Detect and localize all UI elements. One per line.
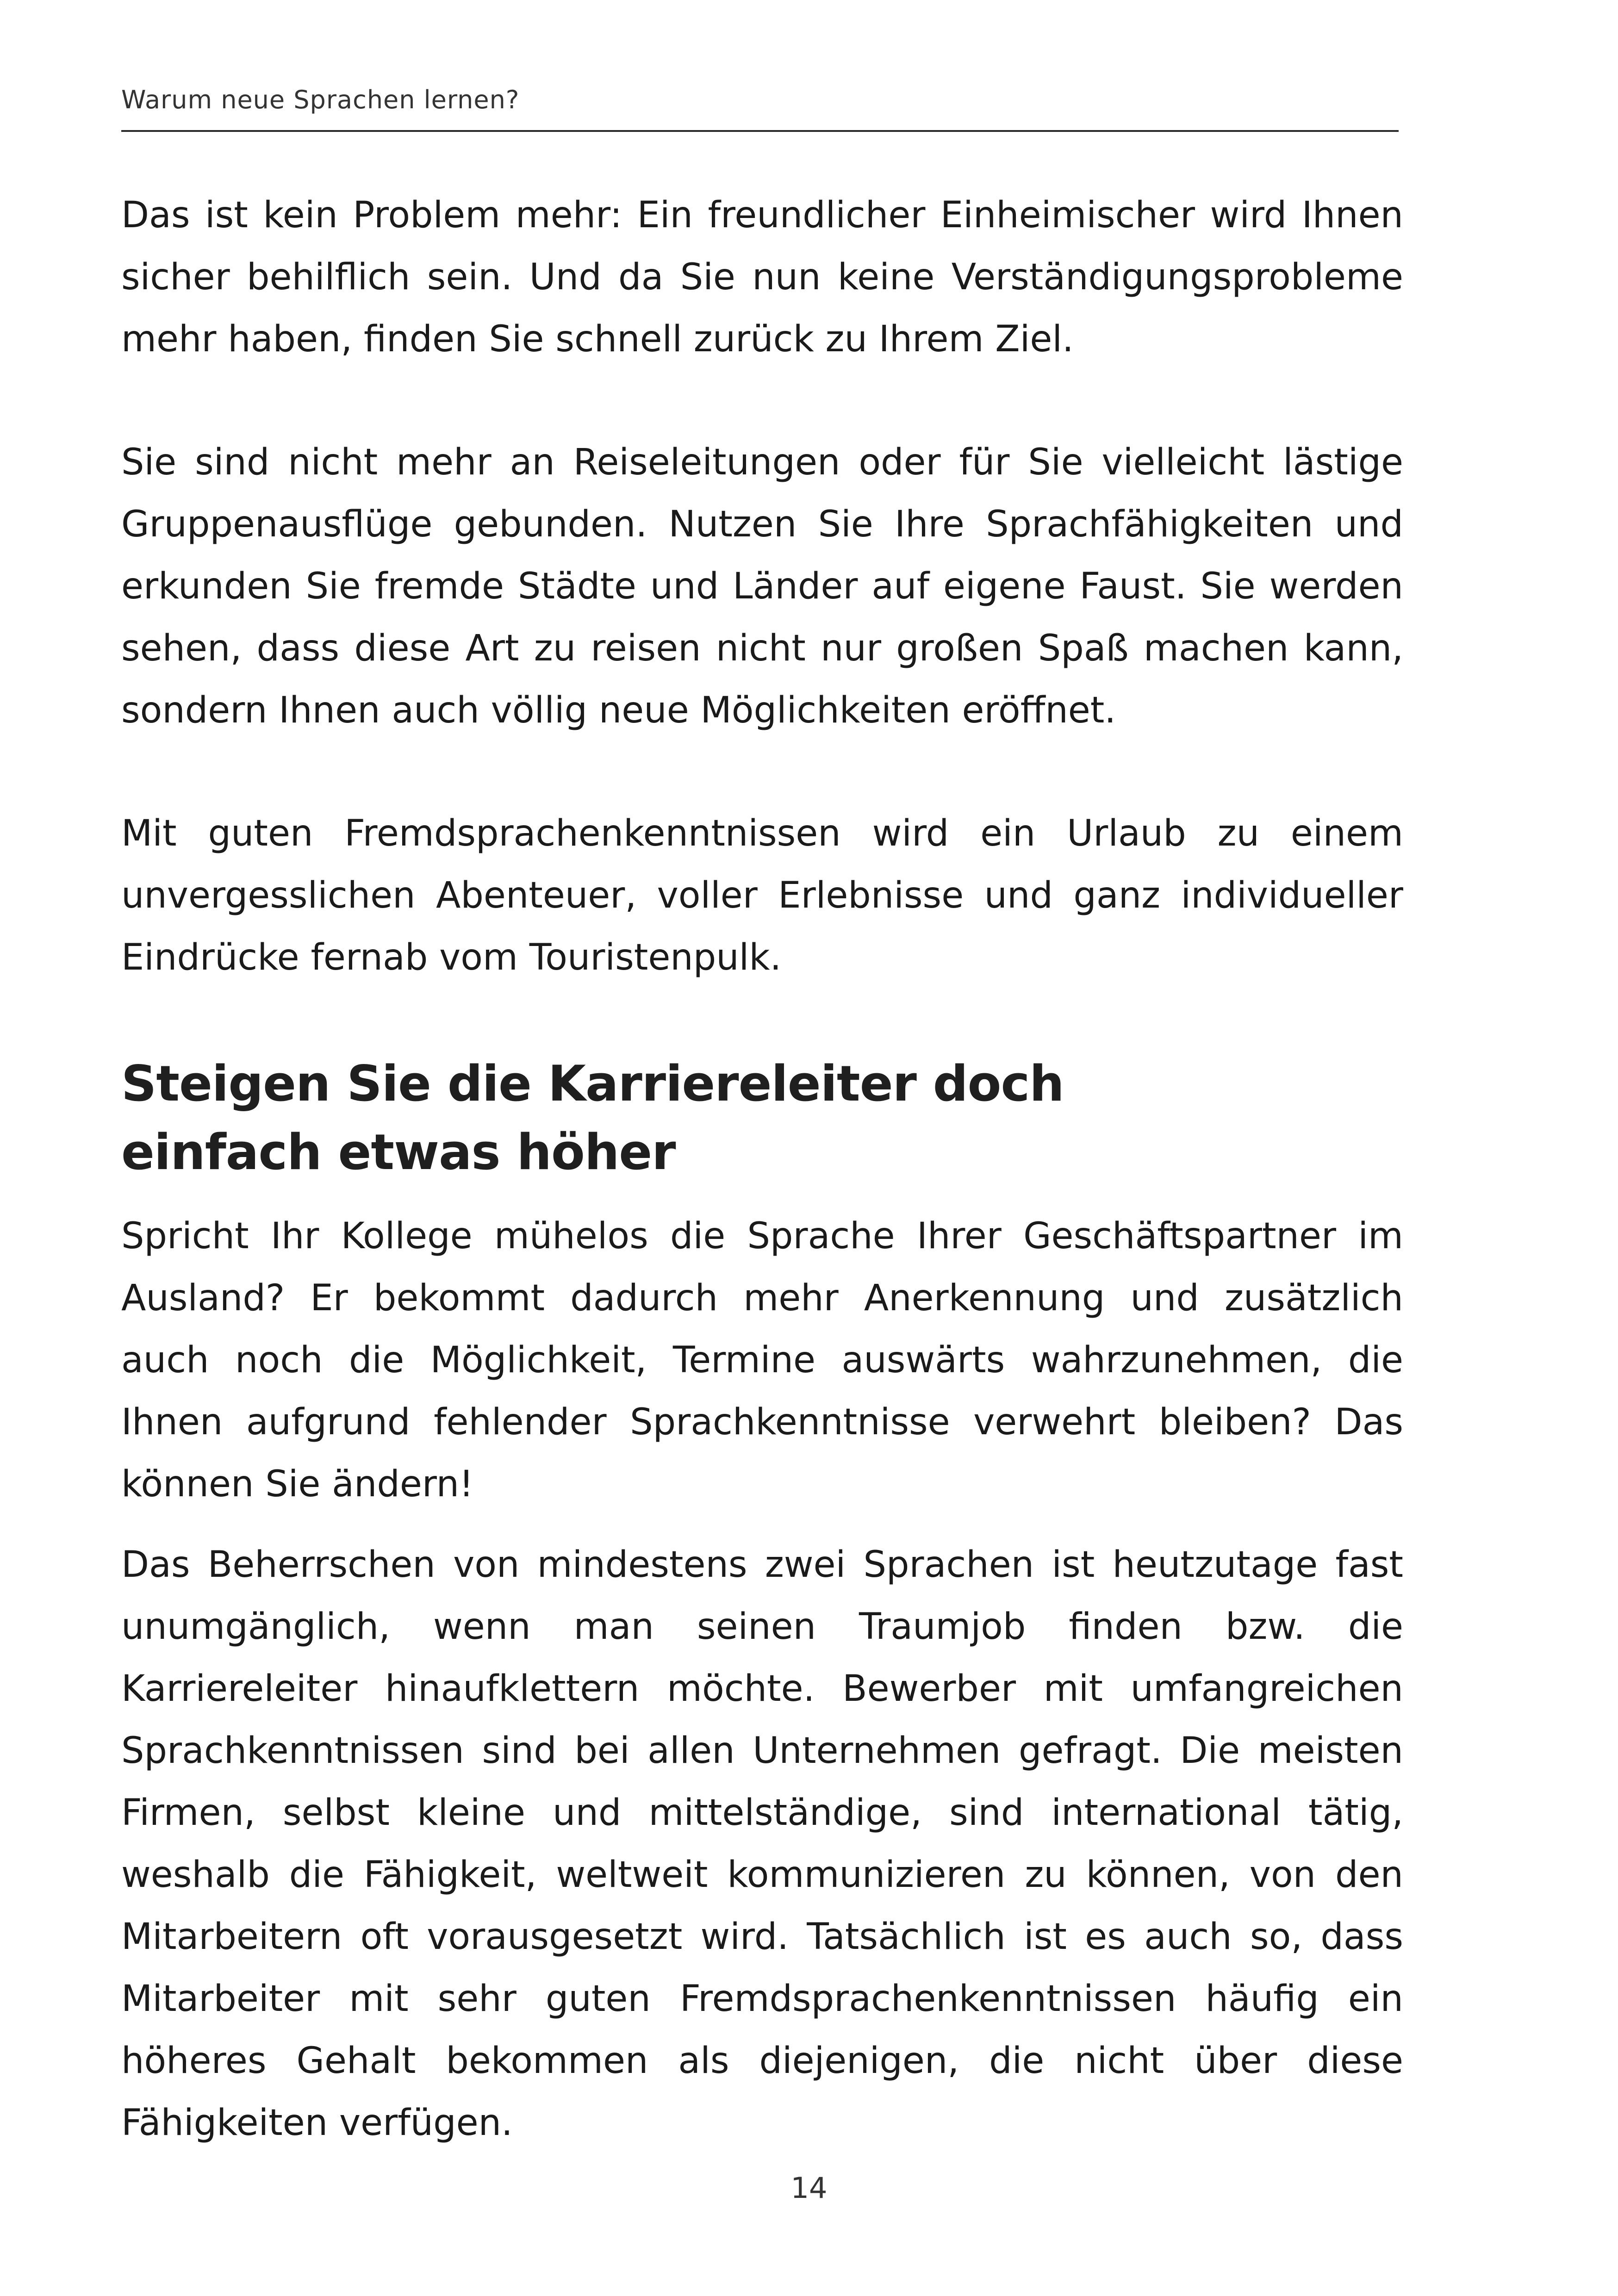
running-header: Warum neue Sprachen lernen?: [121, 85, 520, 114]
page-number: 14: [790, 2171, 828, 2205]
page-content: [121, 184, 1403, 2154]
paragraph-4: Spricht Ihr Kollege mühelos die Sprache Ihrer Geschäftspartner im Ausland? Er bekommt dadurch mehr Anerkennung und zusätzlich auch noch die Möglichkeit, Termine auswärts wahrzunehmen, die Ihnen aufgrund fehlender Sprachkenntnisse verwehrt bleiben? Das können Sie ändern!: [121, 1215, 1403, 1505]
header-rule: [121, 130, 1399, 132]
paragraph-3: Mit guten Fremdsprachenkenntnissen wird ein Urlaub zu einem unvergesslichen Abenteuer, voller Erlebnisse und ganz individueller Eindrücke fernab vom Touristenpulk.: [121, 813, 1403, 978]
section-heading: Steigen Sie die Karriereleiter doch einfach etwas höher: [121, 1055, 1064, 1181]
paragraph-5: Das Beherrschen von mindestens zwei Sprachen ist heutzutage fast unumgänglich, wenn man seinen Traumjob finden bzw. die Karriereleiter hinaufklettern möchte. Bewerber mit umfangreichen Sprachkenntnissen sind bei allen Unternehmen gefragt. Die meisten Firmen, selbst kleine und mittelständige, sind international tätig, weshalb die Fähigkeit, weltweit kommunizieren zu können, von den Mitarbeitern oft vorausgesetzt wird. Tatsächlich ist es auch so, dass Mitarbeiter mit sehr guten Fremdsprachenkenntnissen häufig ein höheres Gehalt bekommen als diejenigen, die nicht über diese Fähigkeiten verfügen.: [121, 1544, 1403, 2144]
paragraph-2: Sie sind nicht mehr an Reiseleitungen oder für Sie vielleicht lästige Gruppenausflüge gebunden. Nutzen Sie Ihre Sprachfähigkeiten und erkunden Sie fremde Städte und Länder auf eigene Faust. Sie werden sehen, dass diese Art zu reisen nicht nur großen Spaß machen kann, sondern Ihnen auch völlig neue Möglichkeiten eröffnet.: [121, 442, 1403, 731]
paragraph-1: Das ist kein Problem mehr: Ein freundlicher Einheimischer wird Ihnen sicher behilflich sein. Und da Sie nun keine Verständigungsprobleme mehr haben, finden Sie schnell zurück zu Ihrem Ziel.: [121, 194, 1403, 360]
